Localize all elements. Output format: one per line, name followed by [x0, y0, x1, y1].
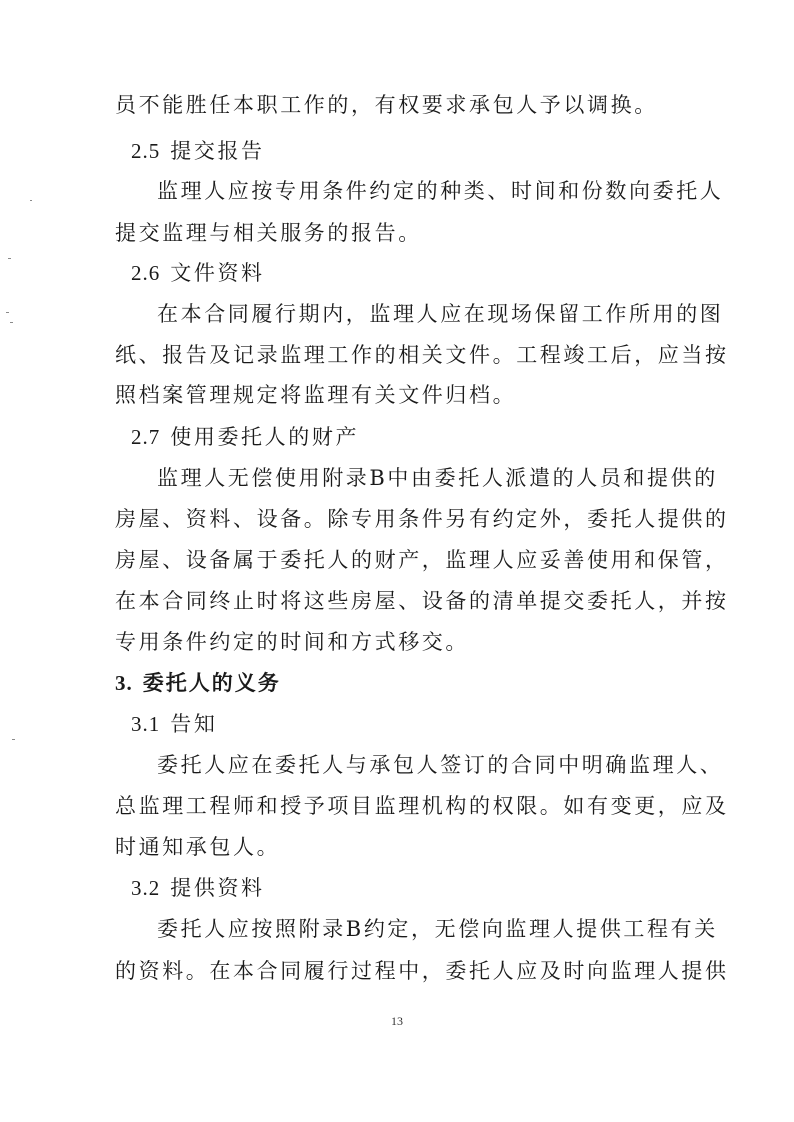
- body-line: 在本合同终止时将这些房屋、设备的清单提交委托人，并按: [115, 589, 729, 613]
- section-number: 3.: [115, 671, 133, 695]
- section-heading-3-2: 3.2 提供资料: [131, 876, 265, 900]
- chapter-heading-3: 3. 委托人的义务: [115, 671, 281, 695]
- body-line: 房屋、设备属于委托人的财产，监理人应妥善使用和保管，: [115, 548, 729, 572]
- section-heading-2-6: 2.6 文件资料: [131, 261, 265, 285]
- section-number: 2.7: [131, 425, 161, 449]
- paragraph-first-line: 监理人无偿使用附录B中由委托人派遣的人员和提供的: [157, 466, 718, 490]
- section-number: 3.1: [131, 712, 161, 736]
- body-line: 纸、报告及记录监理工作的相关文件。工程竣工后，应当按: [115, 343, 729, 367]
- scan-speck: [6, 312, 9, 313]
- section-heading-3-1: 3.1 告知: [131, 712, 218, 736]
- scan-speck: [10, 322, 13, 323]
- section-heading-2-5: 2.5 提交报告: [131, 139, 265, 163]
- paragraph-first-line: 委托人应按照附录B约定，无偿向监理人提供工程有关: [157, 917, 718, 941]
- body-line: 员不能胜任本职工作的，有权要求承包人予以调换。: [115, 93, 658, 117]
- body-line: 提交监理与相关服务的报告。: [115, 221, 422, 245]
- scan-speck: [30, 200, 32, 201]
- body-line: 时通知承包人。: [115, 835, 281, 859]
- section-number: 2.6: [131, 261, 161, 285]
- section-heading-2-7: 2.7 使用委托人的财产: [131, 425, 360, 449]
- body-line: 专用条件约定的时间和方式移交。: [115, 630, 469, 654]
- section-number: 3.2: [131, 876, 161, 900]
- body-line: 房屋、资料、设备。除专用条件另有约定外，委托人提供的: [115, 507, 729, 531]
- body-line: 照档案管理规定将监理有关文件归档。: [115, 383, 517, 407]
- section-number: 2.5: [131, 139, 161, 163]
- paragraph-first-line: 监理人应按专用条件约定的种类、时间和份数向委托人: [157, 179, 724, 203]
- body-line: 的资料。在本合同履行过程中，委托人应及时向监理人提供: [115, 959, 729, 983]
- scan-speck: [12, 739, 15, 740]
- body-line: 总监理工程师和授予项目监理机构的权限。如有变更，应及: [115, 794, 729, 818]
- page-number: 13: [391, 1014, 403, 1028]
- scan-speck: [8, 258, 11, 259]
- paragraph-first-line: 在本合同履行期内，监理人应在现场保留工作所用的图: [157, 302, 724, 326]
- paragraph-first-line: 委托人应在委托人与承包人签订的合同中明确监理人、: [157, 753, 724, 777]
